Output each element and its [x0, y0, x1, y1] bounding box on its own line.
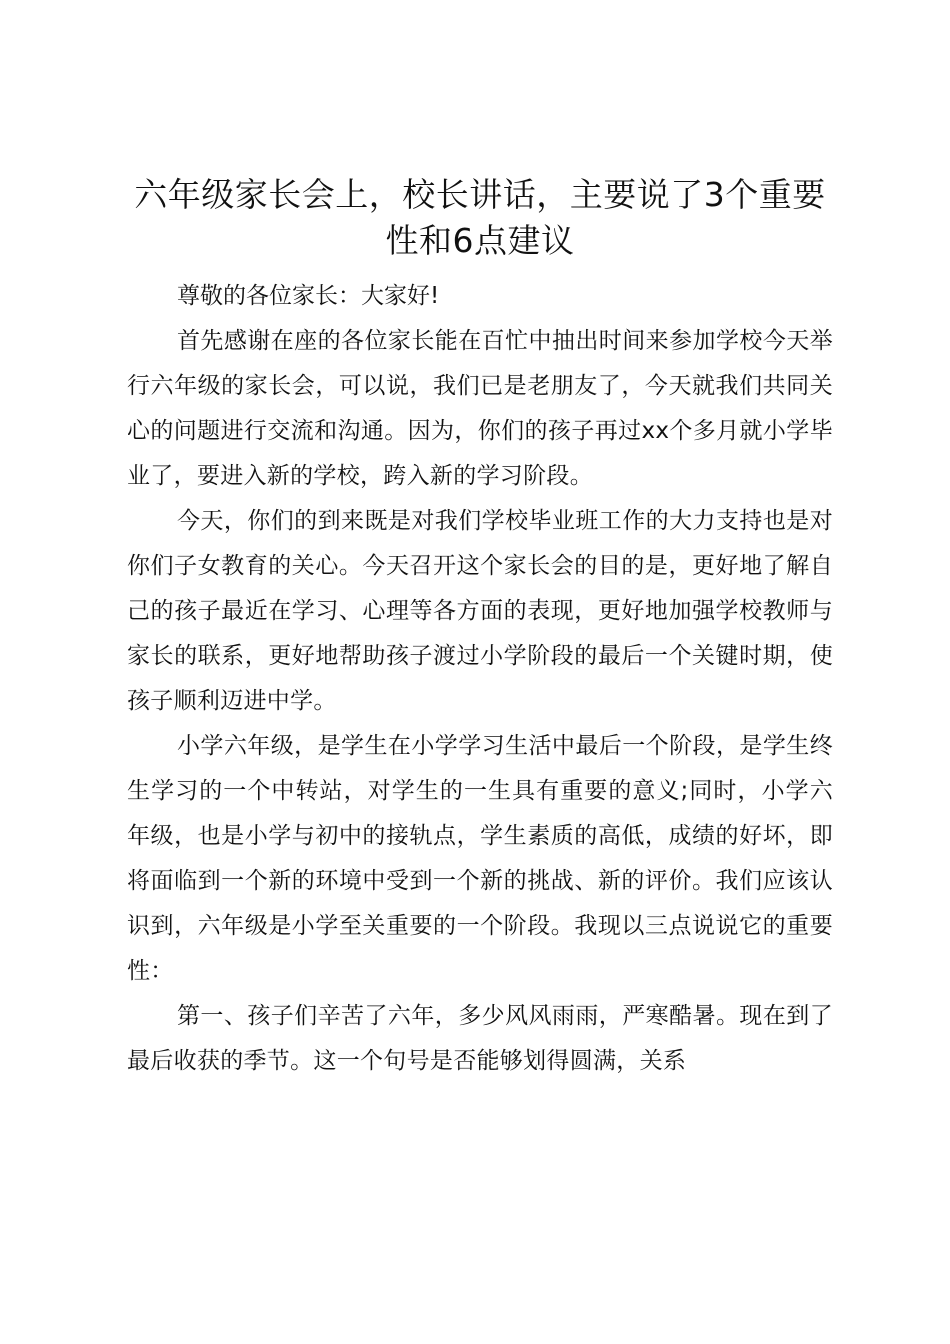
paragraph-2: 今天，你们的到来既是对我们学校毕业班工作的大力支持也是对你们子女教育的关心。今天召开这个家长会的目的是，更好地了解自己的孩子最近在学习、心理等各方面的表现，更好地加强学校教师与家长的联系，更好地帮助孩子渡过小学阶段的最后一个关键时期，使孩子顺利迈进中学。 [127, 508, 833, 714]
greeting: 尊敬的各位家长：大家好! [177, 283, 440, 309]
paragraph-1: 首先感谢在座的各位家长能在百忙中抽出时间来参加学校今天举行六年级的家长会，可以说，我们已是老朋友了，今天就我们共同关心的问题进行交流和沟通。因为，你们的孩子再过xx个多月就小学毕业了，要进入新的学校，跨入新的学习阶段。 [127, 328, 833, 489]
paragraph-4: 第一、孩子们辛苦了六年，多少风风雨雨，严寒酷暑。现在到了最后收获的季节。这一个句号是否能够划得圆满，关系 [127, 1003, 833, 1074]
paragraph-3: 小学六年级，是学生在小学学习生活中最后一个阶段，是学生终生学习的一个中转站，对学生的一生具有重要的意义;同时，小学六年级，也是小学与初中的接轨点，学生素质的高低，成绩的好坏，即将面临到一个新的环境中受到一个新的挑战、新的评价。我们应该认识到，六年级是小学至关重要的一个阶段。我现以三点说说它的重要性： [127, 733, 833, 984]
document-page [127, 172, 833, 1084]
document-title: 六年级家长会上，校长讲话，主要说了3个重要性和6点建议 [134, 175, 826, 260]
